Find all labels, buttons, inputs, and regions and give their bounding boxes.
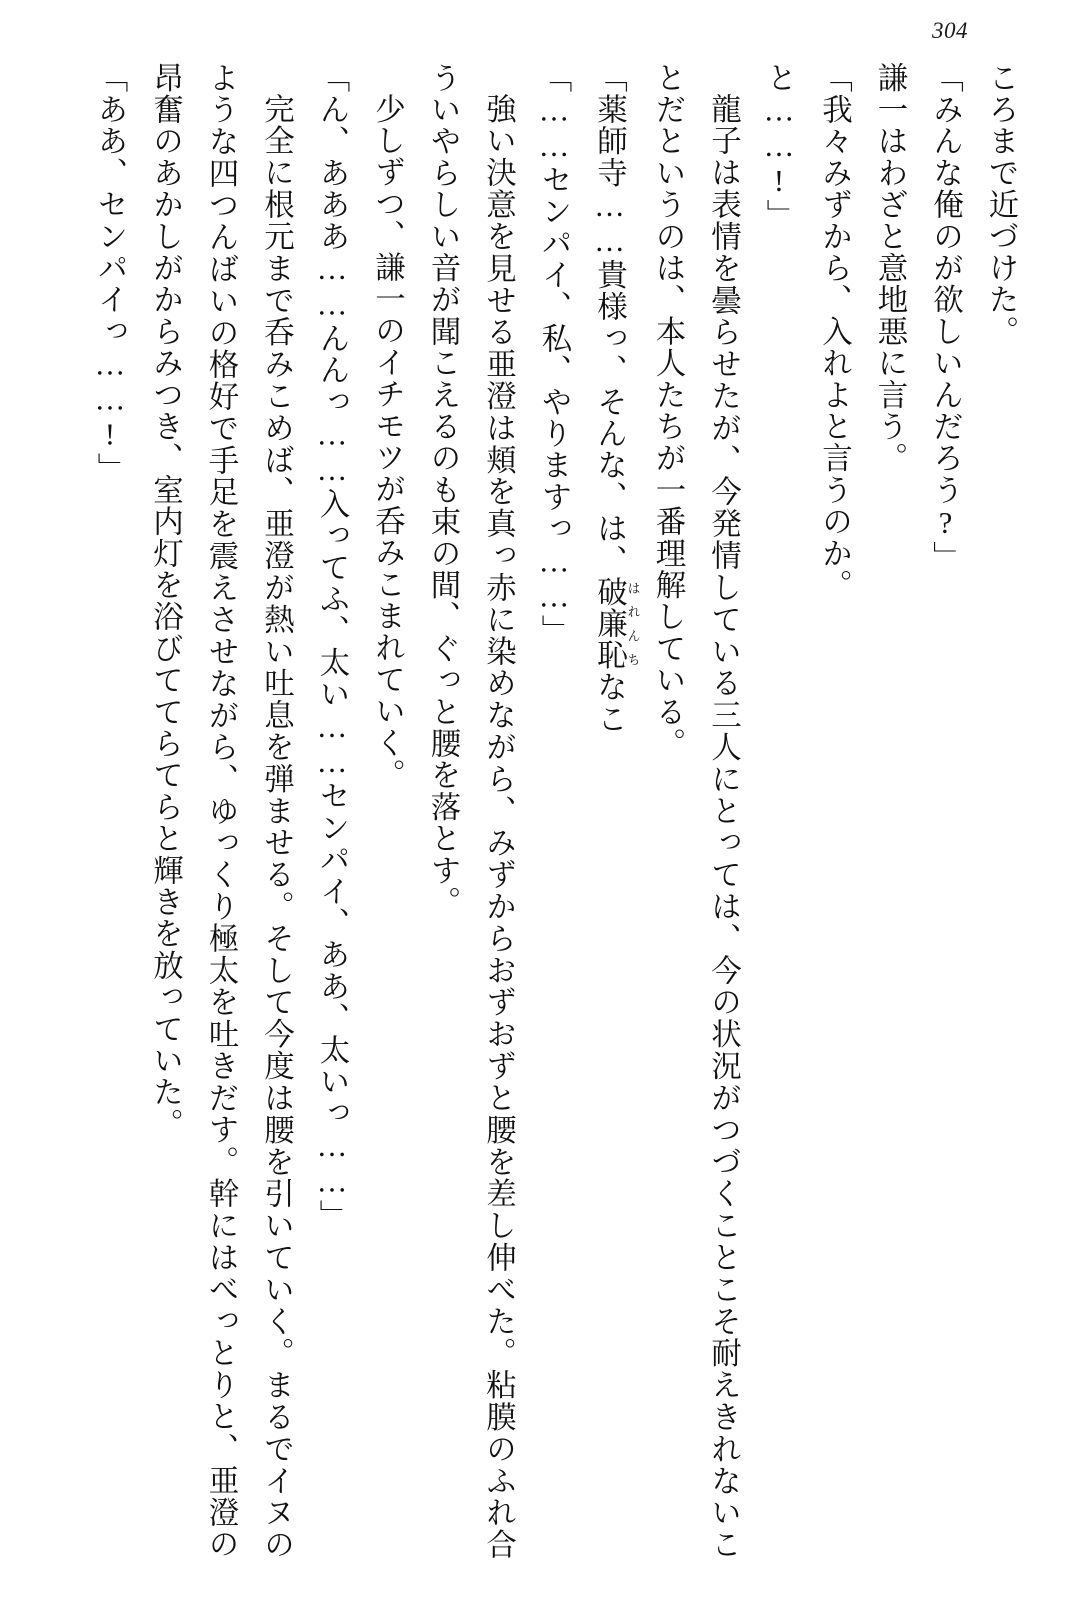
paragraph-text: 強い決意を見せる亜澄は頬を真っ赤に染めながら、みずからおずおずと腰を差し伸べた。粘膜のふれ合ういやらしい音が聞こえるのも束の間、ぐっと腰を落とす。 — [426, 62, 516, 1560]
paragraph — [359, 62, 415, 1560]
paragraph — [640, 62, 751, 1560]
ruby-reading: はれんち — [625, 576, 640, 672]
paragraph: 「……センパイ、私、やりますっ……」 — [537, 62, 571, 647]
paragraph — [137, 62, 304, 1560]
paragraph: 「みんな俺のが欲しいんだろう?」 — [928, 62, 963, 573]
paragraph-text: 龍子は表情を曇らせたが、今発情している三人にとっては、今の状況がつづくことこそ耐えきれないことだというのは、本人たちが一番理解している。 — [651, 62, 741, 1560]
paragraph-text: 完全に根元まで呑みこめば、亜澄が熱い吐息を弾ませる。そして今度は腰を引いていく。まるでイヌのような四つんばいの格好で手足を震えさせながら、ゆっくり極太を吐きだす。幹にはべっとりと、亜澄の昂奮のあかしがからみつき、室内灯を浴びててらてらと輝きを放っていた。 — [148, 62, 294, 1560]
ruby-term — [592, 576, 640, 672]
paragraph: 「我々みずから、入れよと言うのか。 — [817, 62, 852, 601]
page-text-body — [48, 62, 1028, 1560]
paragraph: 謙一はわざと意地悪に言う。 — [873, 62, 907, 475]
paragraph: ころまで近づけた。 — [984, 62, 1018, 348]
paragraph — [415, 62, 526, 1560]
ruby-base: 破廉恥 — [592, 576, 627, 672]
paragraph: と……!」 — [762, 62, 796, 231]
page-number: 304 — [932, 18, 968, 43]
paragraph-text: 少しずつ、謙一のイチモツが呑みこまれていく。 — [370, 92, 405, 790]
paragraph: 「ん、あああ……んんっ……入ってふ、太い……センパイ、ああ、太いっ……」 — [315, 62, 349, 1232]
paragraph-with-ruby: 「薬師寺……貴様っ、そんな、は、破廉恥 はれんちなこ — [592, 62, 640, 735]
paragraph: 「ああ、センパイっ……!」 — [93, 62, 127, 485]
